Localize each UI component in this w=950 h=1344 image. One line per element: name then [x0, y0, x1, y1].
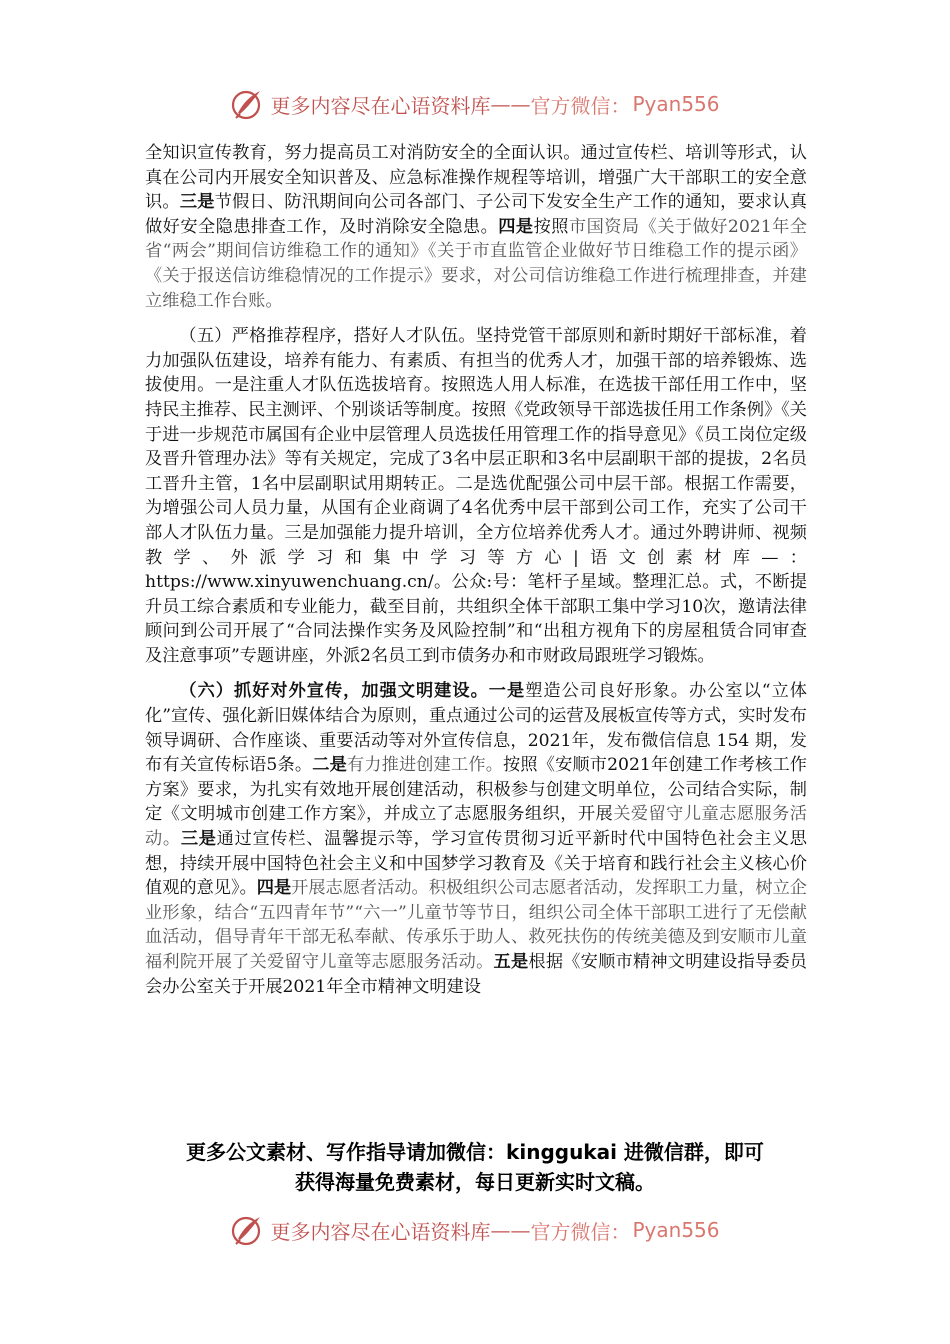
- banner-separator: ——: [490, 1218, 531, 1242]
- banner-separator: ——: [490, 92, 531, 116]
- banner-wechat-id: Pyan556: [632, 1218, 720, 1242]
- banner-wechat-label: 官方微信：: [530, 93, 631, 118]
- banner-text: 更多内容尽在心语资料库: [270, 1219, 491, 1244]
- source-url-link[interactable]: https://www.xinyuwenchuang.cn/: [145, 572, 434, 593]
- footer-banner: [0, 1210, 950, 1250]
- banner-wechat-label: 官方微信：: [530, 1219, 631, 1244]
- section-heading: （六）抓好对外宣传，加强文明建设。: [179, 681, 489, 702]
- quill-logo-icon: [230, 1213, 264, 1247]
- footer-ad-line-1: 更多公文素材、写作指导请加微信：kinggukai 进微信群，即可: [186, 1140, 764, 1164]
- banner-wechat-id: Pyan556: [632, 92, 720, 116]
- document-body: [145, 141, 807, 999]
- footer-ad: [120, 1137, 830, 1197]
- paragraph-safety: 全知识宣传教育，努力提高员工对消防安全的全面认识。通过宣传栏、培训等形式，认真在公司内开展安全知识普及、应急标准操作规程等培训，增强广大干部职工的安全意识。三是节假日、防汛期间向公司各部门、子公司下发安全生产工作的通知，要求认真做好安全隐患排查工作，及时消除安全隐患。四是按照市国资局《关于做好2021年全省“两会”期间信访维稳工作的通知》《关于市直监管企业做好节日维稳工作的提示函》《关于报送信访维稳情况的工作提示》要求，对公司信访维稳工作进行梳理排查，并建立维稳工作台账。: [145, 143, 807, 311]
- paragraph-publicity: （六）抓好对外宣传，加强文明建设。一是塑造公司良好形象。办公室以“立体化”宣传、强化新旧媒体结合为原则，重点通过公司的运营及展板宣传等方式，实时发布领导调研、合作座谈、重要活动等对外宣传信息，2021年，发布微信信息 154 期，发布有关宣传标语5条。二是有力推进创建工作。按照《安顺市2021年创建工作考核工作方案》要求，为扎实有效地开展创建活动，积极参与创建文明单位，公司结合实际，制定《文明城市创建工作方案》，并成立了志愿服务组织，开展关爱留守儿童志愿服务活动。三是通过宣传栏、温馨提示等，学习宣传贯彻习近平新时代中国特色社会主义思想，持续开展中国特色社会主义和中国梦学习教育及《关于培育和践行社会主义核心价值观的意见》。四是开展志愿者活动。积极组织公司志愿者活动，发挥职工力量，树立企业形象，结合“五四青年节”“六一”儿童节等节日，组织公司全体干部职工进行了无偿献血活动，倡导青年干部无私奉献、传承乐于助人、救死扶伤的传统美德及到安顺市儿童福利院开展了关爱留守儿童等志愿服务活动。五是根据《安顺市精神文明建设指导委员会办公室关于开展2021年全市精神文明建设: [145, 681, 807, 997]
- header-banner: [0, 84, 950, 124]
- footer-ad-line-2: 获得海量免费素材，每日更新实时文稿。: [295, 1170, 655, 1194]
- paragraph-talent: （五）严格推荐程序，搭好人才队伍。坚持党管干部原则和新时期好干部标准，着力加强队伍建设，培养有能力、有素质、有担当的优秀人才，加强干部的培养锻炼、选拔使用。一是注重人才队伍选拔培育。按照选人用人标准，在选拔干部任用工作中，坚持民主推荐、民主测评、个别谈话等制度。按照《党政领导干部选拔任用工作条例》《关于进一步规范市属国有企业中层管理人员选拔任用管理工作的指导意见》《员工岗位定级及晋升管理办法》等有关规定，完成了3名中层正职和3名中层副职干部的提拔，2名员工晋升主管，1名中层副职试用期转正。二是选优配强公司中层干部。根据工作需要，为增强公司人员力量，从国有企业商调了4名优秀中层干部到公司工作，充实了公司干部人才队伍力量。三是加强能力提升培训，全方位培养优秀人才。通过外聘讲师、视频教学、外派学习和集中学习等方心|语文创素材库—：https://www.xinyuwenchuang.cn/。公众:号：笔杆子星域。整理汇总。式，不断提升员工综合素质和专业能力，截至目前，共组织全体干部职工集中学习10次，邀请法律顾问到公司开展了“合同法操作实务及风险控制”和“出租方视角下的房屋租赁合同审查及注意事项”专题讲座，外派2名员工到市债务办和市财政局跟班学习锻炼。: [145, 326, 807, 666]
- banner-text: 更多内容尽在心语资料库: [270, 93, 491, 118]
- quill-logo-icon: [230, 87, 264, 121]
